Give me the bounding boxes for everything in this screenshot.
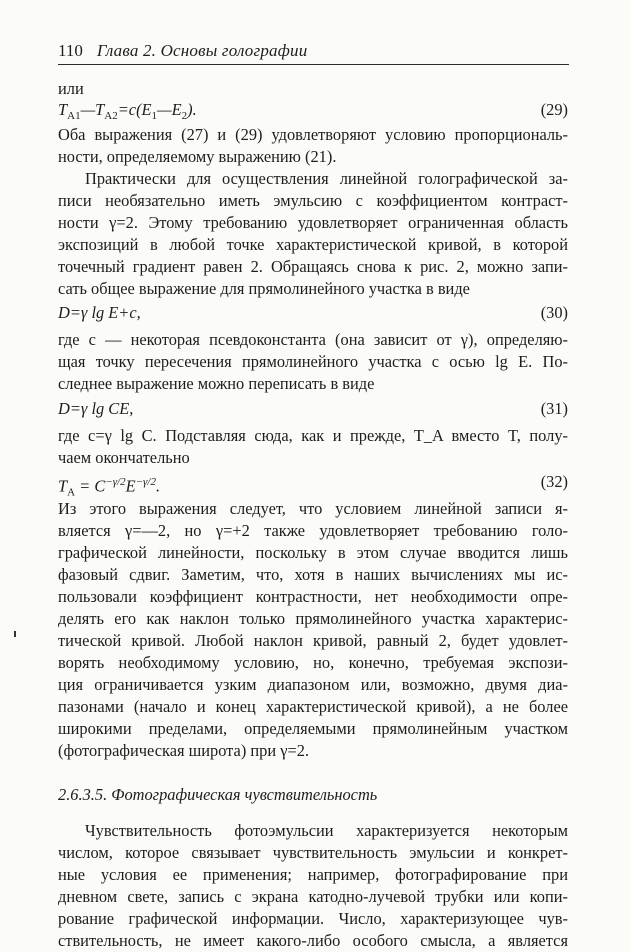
margin-mark xyxy=(14,631,16,637)
text-line: чаем окончательно xyxy=(58,448,190,467)
chapter-title: Глава 2. Основы голографии xyxy=(96,41,308,60)
text-line: рование графической информации. Число, характеризующее чув- xyxy=(58,909,568,928)
text-line: вляется γ=—2, но γ=+2 также удовлетворяет требованию голо- xyxy=(58,521,568,540)
text-line: где c=γ lg C. Подставляя сюда, как и прежде, T_A вместо T, полу- xyxy=(58,426,568,445)
text-line: сать общее выражение для прямолинейного участка в виде xyxy=(58,279,470,298)
text-line: где c — некоторая псевдоконстанта (она зависит от γ), определяю- xyxy=(58,330,568,349)
text-line: числом, которое связывает чувствительность эмульсии и конкрет- xyxy=(58,843,568,862)
text-line: ствительность, не имеет какого-либо особого смысла, а является xyxy=(58,931,568,950)
equation-number: (31) xyxy=(540,399,568,418)
text-line: дневном свете, запись с экрана катодно-лучевой трубки или копи- xyxy=(58,887,568,906)
text-line: пазонами (начало и конец характеристической кривой), а не более xyxy=(58,697,568,716)
text-line: ности γ=2. Этому требованию удовлетворяет ограниченная область xyxy=(58,213,568,232)
equation-30: D=γ lg E+c, (30) xyxy=(58,301,568,325)
equation-number: (30) xyxy=(540,303,568,322)
text-line: ные условия ее применения; например, фотографирование при xyxy=(58,865,568,884)
equation-31: D=γ lg CE, (31) xyxy=(58,397,568,421)
text-line: ности, определяемому выражению (21). xyxy=(58,147,337,166)
equation-number: (32) xyxy=(540,472,568,491)
text-line: Из этого выражения следует, что условием линейной записи я- xyxy=(58,499,568,518)
text-line: ворять необходимому условию, но, конечно, требуемая экспози- xyxy=(58,653,568,672)
section-heading: 2.6.3.5. Фотографическая чувствительность xyxy=(58,785,378,804)
text-line: Практически для осуществления линейной голографической за- xyxy=(85,169,568,188)
header-rule xyxy=(58,64,569,65)
text-line: щая точку пересечения прямолинейного участка с осью lg E. По- xyxy=(58,352,568,371)
equation-number: (29) xyxy=(540,100,568,119)
text-line: Чувствительность фотоэмульсии характеризуется некоторым xyxy=(85,821,568,840)
text-line: фазовый сдвиг. Заметим, что, хотя в наших вычислениях мы ис- xyxy=(58,565,568,584)
text-line: Оба выражения (27) и (29) удовлетворяют условию пропорциональ- xyxy=(58,125,568,144)
text-line: делять его как наклон только прямолинейного участка характерис- xyxy=(58,609,568,628)
text-line: (фотографическая широта) при γ=2. xyxy=(58,741,309,760)
book-page xyxy=(58,0,568,950)
page-number: 110 xyxy=(58,41,83,60)
text-line: тической кривой. Любой наклон кривой, равный 2, будет удовлет- xyxy=(58,631,568,650)
intro-word: или xyxy=(58,79,84,98)
text-line: писи необязательно иметь эмульсию с коэффициентом контраст- xyxy=(58,191,568,210)
running-header xyxy=(58,41,568,61)
text-line: графической линейности, поскольку в этом случае вводится лишь xyxy=(58,543,568,562)
text-line: ция ограничивается узким диапазоном или, возможно, двумя диа- xyxy=(58,675,568,694)
text-line: широкими пределами, определяемыми прямолинейным участком xyxy=(58,719,568,738)
equation-29: $T_{A1}—T_{A2}=c(E_1—E_2)$. (29) xyxy=(58,100,568,122)
text-line: экспозиций в любой точке характеристической кривой, в которой xyxy=(58,235,568,254)
equation-32: $T_A = C^{-\gamma/2}E^{-\gamma/2}$. (32) xyxy=(58,472,568,499)
text-line: следнее выражение можно переписать в виде xyxy=(58,374,375,393)
text-line: пользовали коэффициент контрастности, нет необходимости опре- xyxy=(58,587,568,606)
text-line: точечный градиент равен 2. Обращаясь снова к рис. 2, можно запи- xyxy=(58,257,568,276)
